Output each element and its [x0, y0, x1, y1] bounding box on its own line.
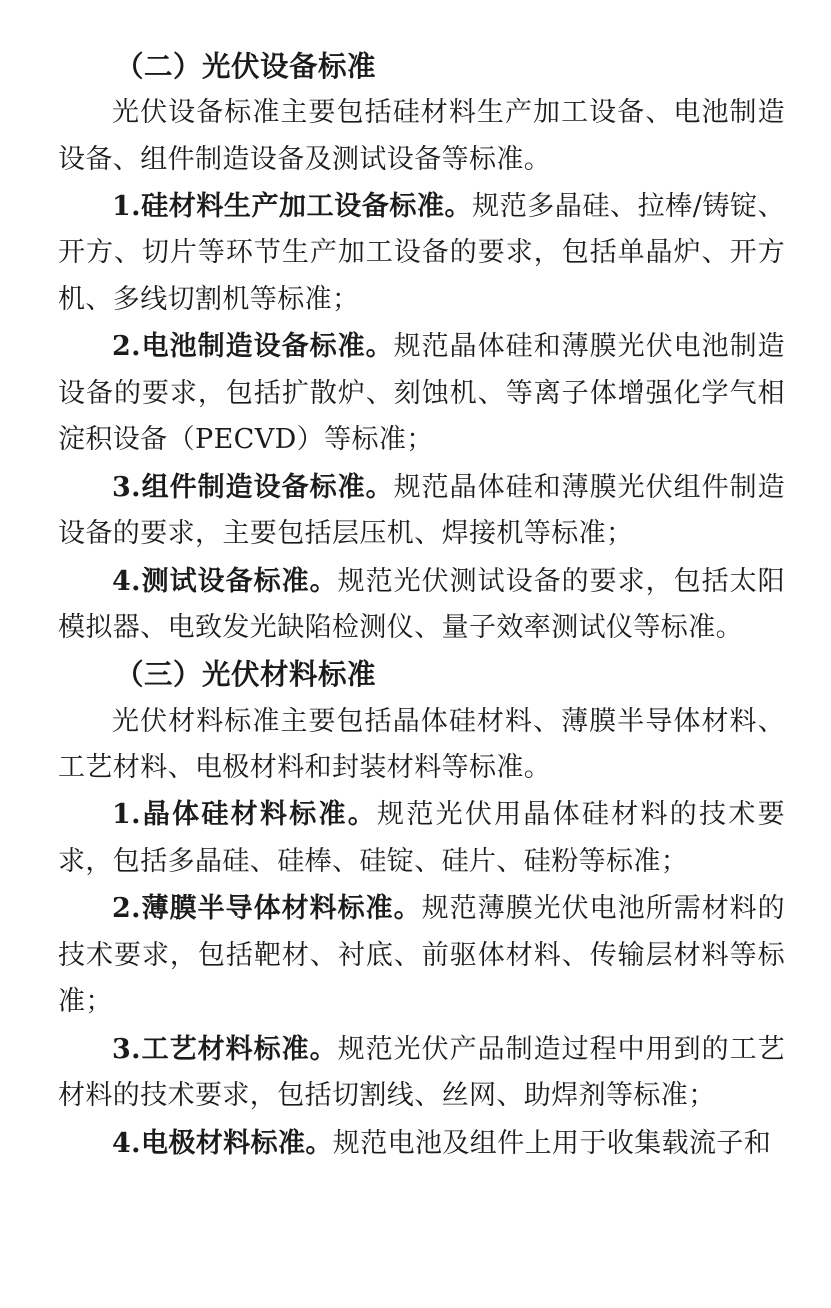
section-heading: （二）光伏设备标准 — [115, 49, 377, 83]
paragraph-lead: 4.电极材料标准。 — [112, 1127, 333, 1159]
paragraph — [58, 1121, 785, 1167]
paragraph-text: 规范光伏测试设备的要求，包括太阳模拟器、电致发光缺陷检测仪、量子效率测试仪等标准。 — [58, 565, 785, 643]
paragraph-text: 规范电池及组件上用于收集载流子和 — [332, 1127, 772, 1159]
paragraph — [58, 699, 785, 792]
paragraph-text: 规范晶体硅和薄膜光伏电池制造设备的要求，包括扩散炉、刻蚀机、等离子体增强化学气相淀积设备（PECVD）等标准； — [58, 331, 785, 456]
paragraph — [58, 324, 785, 463]
paragraph-lead: 4.测试设备标准。 — [112, 565, 338, 597]
paragraph-text: 规范薄膜光伏电池所需材料的技术要求，包括靶材、衬底、前驱体材料、传输层材料等标准； — [58, 893, 785, 1018]
paragraph — [58, 184, 785, 323]
paragraph-text: 规范光伏产品制造过程中用到的工艺材料的技术要求，包括切割线、丝网、助焊剂等标准； — [58, 1033, 785, 1112]
paragraph — [58, 1027, 785, 1120]
paragraph — [58, 792, 785, 885]
paragraph — [58, 90, 785, 183]
paragraph-text: 光伏设备标准主要包括硅材料生产加工设备、电池制造设备、组件制造设备及测试设备等标准。 — [58, 97, 785, 175]
section-heading: （三）光伏材料标准 — [115, 657, 377, 692]
paragraph-lead: 2.薄膜半导体材料标准。 — [112, 893, 422, 925]
paragraph — [58, 559, 785, 652]
paragraph-text: 光伏材料标准主要包括晶体硅材料、薄膜半导体材料、工艺材料、电极材料和封装材料等标准。 — [58, 705, 785, 784]
paragraph-lead: 3.工艺材料标准。 — [112, 1033, 338, 1065]
paragraph-text: 规范光伏用晶体硅材料的技术要求，包括多晶硅、硅棒、硅锭、硅片、硅粉等标准； — [58, 799, 785, 877]
paragraph-lead: 1.晶体硅材料标准。 — [112, 799, 378, 831]
paragraph-lead: 1.硅材料生产加工设备标准。 — [112, 191, 473, 223]
paragraph-lead: 2.电池制造设备标准。 — [112, 331, 394, 363]
paragraph — [58, 886, 785, 1025]
paragraph-lead: 3.组件制造设备标准。 — [112, 471, 394, 503]
paragraph-text: 规范晶体硅和薄膜光伏组件制造设备的要求，主要包括层压机、焊接机等标准； — [58, 471, 785, 550]
paragraph-text: 规范多晶硅、拉棒/铸锭、开方、切片等环节生产加工设备的要求，包括单晶炉、开方机、多线切割机等标准； — [58, 191, 785, 315]
paragraph — [58, 465, 785, 558]
